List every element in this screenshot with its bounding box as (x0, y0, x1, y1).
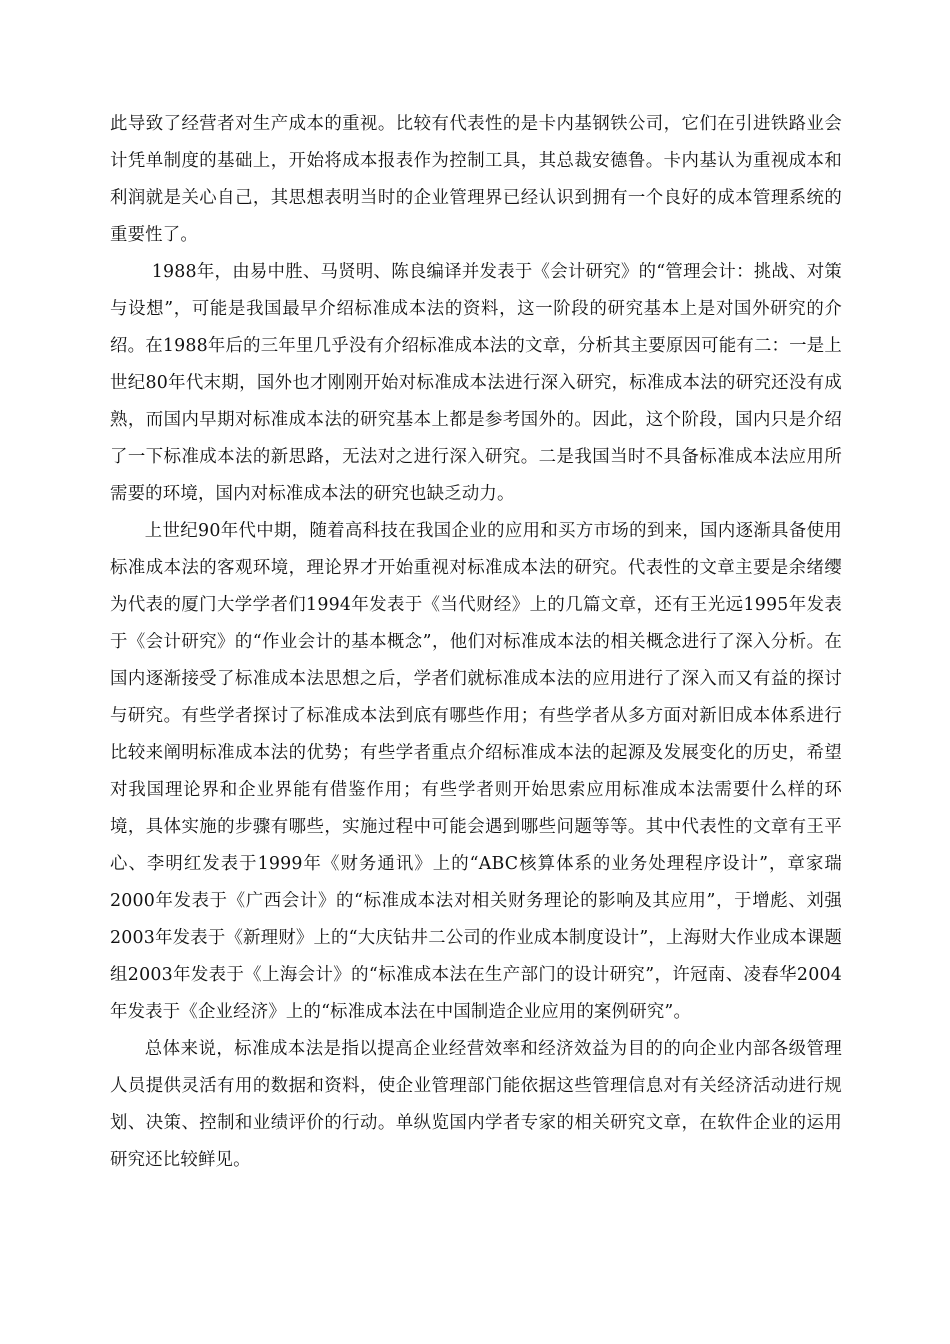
paragraph-continuation: 此导致了经营者对生产成本的重视。比较有代表性的是卡内基钢铁公司，它们在引进铁路业会计凭单制度的基础上，开始将成本报表作为控制工具，其总裁安德鲁。卡内基认为重视成本和利润就是关心自己，其思想表明当时的企业管理界已经认识到拥有一个良好的成本管理系统的重要性了。 (110, 114, 842, 245)
paragraph-summary: 总体来说，标准成本法是指以提高企业经营效率和经济效益为目的的向企业内部各级管理人员提供灵活有用的数据和资料，使企业管理部门能依据这些管理信息对有关经济活动进行规划、决策、控制和业绩评价的行动。单纵览国内学者专家的相关研究文章，在软件企业的运用研究还比较鲜见。 (110, 1039, 842, 1170)
paragraph-1988-introduction: 1988年，由易中胜、马贤明、陈良编译并发表于《会计研究》的“管理会计：挑战、对策与设想”，可能是我国最早介绍标准成本法的资料，这一阶段的研究基本上是对国外研究的介绍。在1988年后的三年里几乎没有介绍标准成本法的文章，分析其主要原因可能有二：一是上世纪80年代末期，国外也才刚刚开始对标准成本法进行深入研究，标准成本法的研究还没有成熟，而国内早期对标准成本法的研究基本上都是参考国外的。因此，这个阶段，国内只是介绍了一下标准成本法的新思路，无法对之进行深入研究。二是我国当时不具备标准成本法应用所需要的环境，国内对标准成本法的研究也缺乏动力。 (110, 262, 842, 504)
body-text (110, 106, 842, 1179)
paragraph-1990s-research: 上世纪90年代中期，随着高科技在我国企业的应用和买方市场的到来，国内逐渐具备使用标准成本法的客观环境，理论界才开始重视对标准成本法的研究。代表性的文章主要是余绪缨为代表的厦门大学学者们1994年发表于《当代财经》上的几篇文章，还有王光远1995年发表于《会计研究》的“作业会计的基本概念”，他们对标准成本法的相关概念进行了深入分析。在国内逐渐接受了标准成本法思想之后，学者们就标准成本法的应用进行了深入而又有益的探讨与研究。有些学者探讨了标准成本法到底有哪些作用；有些学者从多方面对新旧成本体系进行比较来阐明标准成本法的优势；有些学者重点介绍标准成本法的起源及发展变化的历史，希望对我国理论界和企业界能有借鉴作用；有些学者则开始思索应用标准成本法需要什么样的环境，具体实施的步骤有哪些，实施过程中可能会遇到哪些问题等等。其中代表性的文章有王平心、李明红发表于1999年《财务通讯》上的“ABC核算体系的业务处理程序设计”，章家瑞2000年发表于《广西会计》的“标准成本法对相关财务理论的影响及其应用”，于增彪、刘强2003年发表于《新理财》上的“大庆钻井二公司的作业成本制度设计”，上海财大作业成本课题组2003年发表于《上海会计》的“标准成本法在生产部门的设计研究”，许冠南、凌春华2004年发表于《企业经济》上的“标准成本法在中国制造企业应用的案例研究”。 (110, 521, 842, 1022)
